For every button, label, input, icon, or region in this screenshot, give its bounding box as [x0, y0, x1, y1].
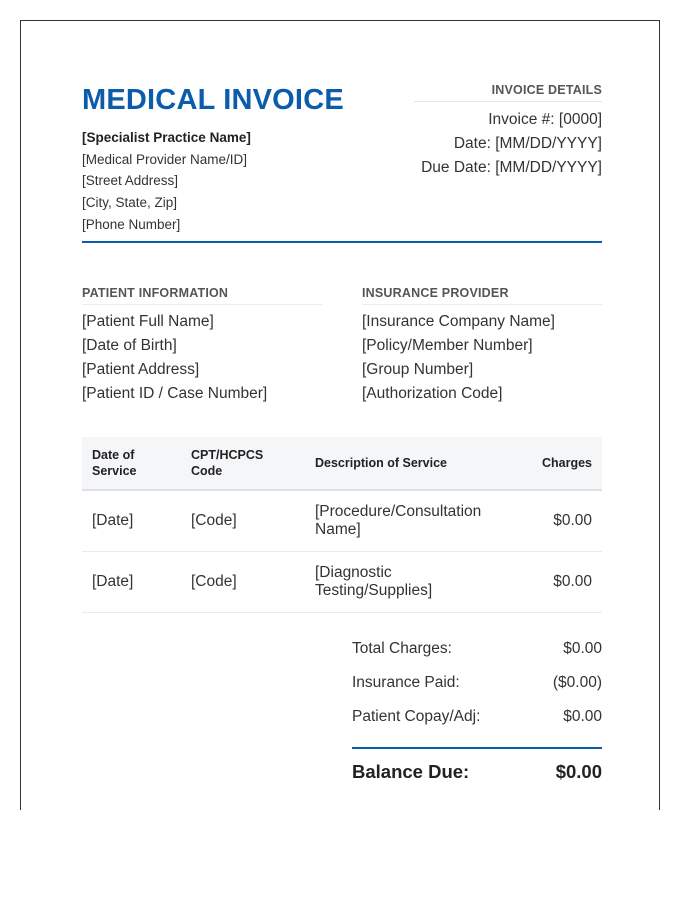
balance-due-row [352, 761, 602, 783]
patient-address: [Patient Address] [82, 361, 200, 378]
insurance-provider-heading: INSURANCE PROVIDER [362, 286, 602, 305]
column-header-charges: Charges [522, 437, 602, 490]
column-header-date-of-service: Date of Service [82, 437, 181, 490]
total-charges-row [352, 637, 602, 671]
table-header-row [82, 437, 602, 490]
service-charge-cell: $0.00 [522, 490, 602, 552]
practice-info [82, 127, 342, 236]
service-code-cell: [Code] [181, 490, 305, 552]
total-charges-value: $0.00 [563, 640, 602, 657]
insurance-paid-value: ($0.00) [552, 674, 602, 691]
patient-full-name: [Patient Full Name] [82, 313, 214, 330]
insurance-paid-label: Insurance Paid: [352, 674, 460, 691]
column-header-cpt-code: CPT/HCPCS Code [181, 437, 305, 490]
invoice-page [20, 20, 660, 810]
invoice-date: Date: [MM/DD/YYYY] [453, 135, 602, 152]
total-charges-label: Total Charges: [352, 640, 452, 657]
practice-city-state-zip: [City, State, Zip] [82, 195, 178, 211]
patient-copay-row [352, 705, 602, 739]
totals-summary [352, 637, 602, 783]
service-description-cell: [Procedure/Consultation Name] [305, 490, 522, 552]
patient-information [82, 286, 322, 406]
totals-divider [352, 747, 602, 749]
practice-name: [Specialist Practice Name] [82, 130, 251, 145]
authorization-code: [Authorization Code] [362, 385, 503, 402]
policy-member-number: [Policy/Member Number] [362, 337, 533, 354]
insurance-company-name: [Insurance Company Name] [362, 313, 555, 330]
service-date-cell: [Date] [82, 552, 181, 613]
service-charge-cell: $0.00 [522, 552, 602, 613]
table-row [82, 552, 602, 613]
column-header-description: Description of Service [305, 437, 522, 490]
patient-copay-label: Patient Copay/Adj: [352, 708, 481, 725]
balance-due-label: Balance Due: [352, 761, 470, 782]
group-number: [Group Number] [362, 361, 474, 378]
invoice-number: Invoice #: [0000] [488, 111, 602, 128]
service-description-cell: [Diagnostic Testing/Supplies] [305, 552, 522, 613]
table-row [82, 490, 602, 552]
patient-date-of-birth: [Date of Birth] [82, 337, 177, 354]
invoice-details-heading: INVOICE DETAILS [414, 83, 602, 102]
invoice-details [414, 83, 602, 180]
service-code-cell: [Code] [181, 552, 305, 613]
provider-name-id: [Medical Provider Name/ID] [82, 151, 248, 167]
header-divider [82, 241, 602, 243]
patient-id-case-number: [Patient ID / Case Number] [82, 385, 268, 402]
patient-copay-value: $0.00 [563, 708, 602, 725]
practice-street-address: [Street Address] [82, 173, 179, 189]
service-date-cell: [Date] [82, 490, 181, 552]
patient-information-heading: PATIENT INFORMATION [82, 286, 322, 305]
insurance-provider [362, 286, 602, 406]
balance-due-value: $0.00 [555, 761, 602, 782]
insurance-paid-row [352, 671, 602, 705]
services-table [82, 437, 602, 613]
practice-phone: [Phone Number] [82, 216, 181, 232]
invoice-title: MEDICAL INVOICE [82, 84, 344, 116]
invoice-due-date: Due Date: [MM/DD/YYYY] [421, 159, 602, 176]
